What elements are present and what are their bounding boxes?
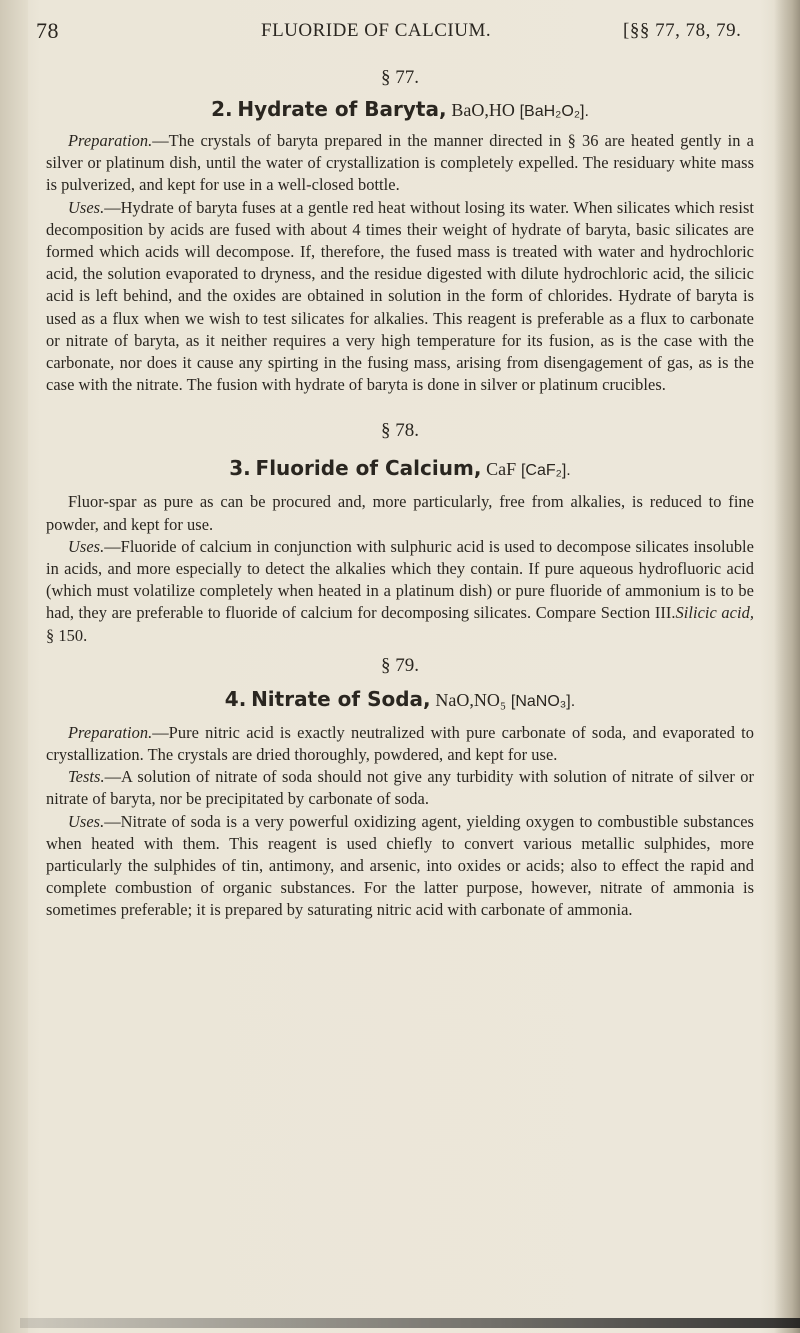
heading-name: Nitrate of Soda, bbox=[251, 686, 431, 711]
running-title: FLUORIDE OF CALCIUM. bbox=[261, 20, 492, 41]
paragraph-lead: Preparation. bbox=[68, 131, 153, 150]
heading-symbol: [BaH₂O₂]. bbox=[519, 103, 589, 120]
heading-name: Fluoride of Calcium, bbox=[255, 456, 482, 481]
page-right-edge bbox=[774, 0, 800, 1333]
section-78 bbox=[46, 420, 754, 646]
paragraph-tail-italic: Silicic acid, bbox=[675, 603, 754, 623]
page-bottom-shadow bbox=[20, 1318, 800, 1328]
paragraph-preparation bbox=[46, 722, 754, 766]
paragraph-text: —The crystals of baryta prepared in the manner directed in § 36 are heated gently in a silver or platinum dish, until the water of crystallization is completely expelled. The residuary white mass is pulverized, and kept for use in a well-closed bottle. bbox=[46, 131, 754, 195]
heading-symbol: [NaNO₃]. bbox=[510, 692, 576, 710]
section-number: § 78. bbox=[381, 420, 419, 442]
section-refs: [§§ 77, 78, 79. bbox=[623, 20, 742, 41]
paragraph-text: —Nitrate of soda is a very powerful oxidizing agent, yielding oxygen to combustible substances when heated with them. This reagent is used chiefly to convert various metallic sulphides, more particularly the sulphides of tin, antimony, and arsenic, into oxides or acids; also to effect the rapid and complete combustion of organic substances. For the latter purpose, however, nitrate of ammonia is sometimes preferable; it is prepared by saturating nitric acid with carbonate of ammonia. bbox=[46, 811, 754, 920]
page-left-edge bbox=[0, 0, 28, 1333]
paragraph-lead: Uses. bbox=[68, 197, 105, 217]
heading-name: Hydrate of Baryta, bbox=[237, 97, 447, 121]
paragraph-text: —A solution of nitrate of soda should not give any turbidity with solution of nitrate of silver or nitrate of baryta, nor be precipitated by carbonate of soda. bbox=[46, 767, 754, 809]
heading-formula: CaF bbox=[486, 459, 517, 480]
paragraph-lead: Uses. bbox=[68, 536, 105, 556]
running-head bbox=[36, 18, 754, 48]
section-number: § 79. bbox=[381, 654, 419, 676]
paragraph-tests bbox=[46, 766, 754, 810]
section-79 bbox=[46, 655, 754, 922]
page-number: 78 bbox=[36, 18, 59, 43]
paragraph-intro bbox=[46, 491, 754, 535]
paragraph-text: —Pure nitric acid is exactly neutralized with pure carbonate of soda, and evaporated to crystallization. The crystals are dried thoroughly, powdered, and kept for use. bbox=[46, 722, 754, 765]
page-content bbox=[36, 18, 754, 922]
paragraph-tail: § 150. bbox=[46, 625, 88, 645]
paragraph-lead: Preparation. bbox=[68, 722, 153, 742]
paragraph-uses bbox=[46, 811, 754, 922]
section-77 bbox=[46, 67, 754, 396]
paragraph-preparation bbox=[46, 130, 754, 197]
heading-formula: BaO,HO bbox=[451, 100, 515, 120]
paragraph-text: Fluor-spar as pure as can be procured and, more particularly, free from alkalies, is reduced to fine powder, and kept for use. bbox=[46, 492, 754, 534]
heading-number: 4. bbox=[224, 686, 247, 711]
paragraph-uses bbox=[46, 197, 754, 397]
section-number: § 77. bbox=[381, 67, 419, 88]
heading-formula: NaO,NO₅ bbox=[435, 689, 507, 710]
paragraph-uses bbox=[46, 536, 754, 647]
paragraph-lead: Uses. bbox=[68, 811, 105, 831]
section-heading bbox=[46, 97, 754, 122]
paragraph-text: —Hydrate of baryta fuses at a gentle red heat without losing its water. When silicates which resist decomposition by acids are fused with about 4 times their weight of hydrate of baryta, basic silicates are formed which acids will decompose. If, therefore, the fused mass is treated with water and hydrochloric acid, the solution evaporated to dryness, and the residue digested with dilute hydrochloric acid, the silicic acid is left behind, and the oxides are obtained in solution in the form of chlorides. Hydrate of baryta is used as a flux when we wish to test silicates for alkalies. This reagent is preferable as a flux to carbonate or nitrate of baryta, as it neither requires a very high temperature for its fusion, as is the case with the carbonate, nor does it cause any spirting in the fusing mass, arising from disengagement of gas, as is the case with the nitrate. The fusion with hydrate of baryta is done in silver or platinum crucibles. bbox=[46, 197, 754, 395]
heading-number: 3. bbox=[229, 456, 251, 481]
paragraph-text: —Fluoride of calcium in conjunction with sulphuric acid is used to decompose silicates insoluble in acids, and more especially to detect the alkalies which they contain. If pure aqueous hydrofluoric acid (which must volatilize completely when heated in a platinum dish) or pure fluoride of ammonium is to be had, they are preferable to fluoride of calcium for decomposing silicates. Compare Section III. bbox=[46, 536, 754, 623]
heading-symbol: [CaF₂]. bbox=[520, 462, 571, 480]
heading-number: 2. bbox=[211, 97, 233, 121]
section-heading bbox=[46, 456, 754, 481]
section-heading bbox=[46, 687, 754, 712]
paragraph-lead: Tests. bbox=[68, 767, 105, 787]
